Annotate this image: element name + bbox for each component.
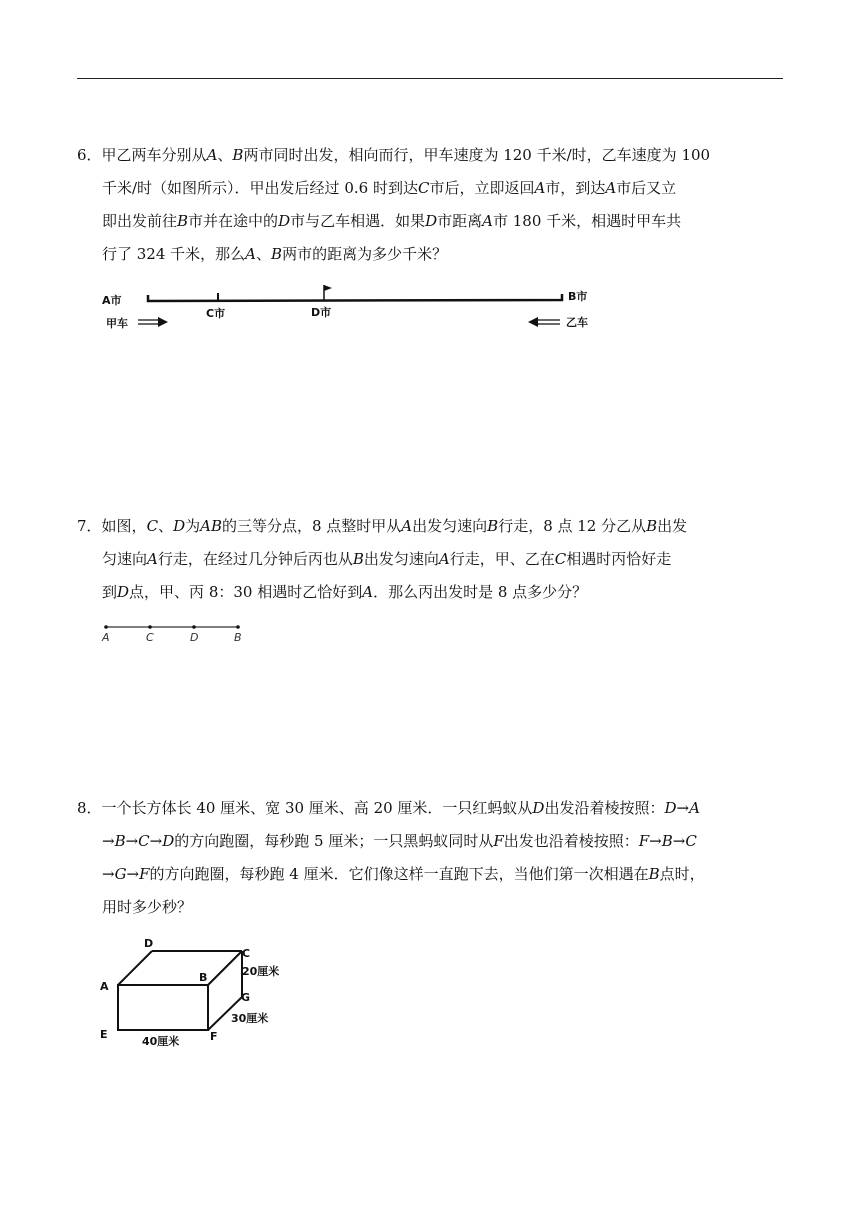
problem-8-line-2: →B→C→D的方向跑圈，每秒跑 5 厘米；一只黑蚂蚁同时从F出发也沿着棱按照：F→B→C xyxy=(102,832,697,850)
problem-7-line-1: 7．如图，C、D为AB的三等分点，8 点整时甲从A出发匀速向B行走，8 点 12 分乙从B出发 xyxy=(77,517,688,535)
point-c xyxy=(148,625,152,629)
label-a: A xyxy=(102,631,110,644)
width-label: 30厘米 xyxy=(231,1012,269,1025)
label-a-city: A市 xyxy=(102,294,122,307)
cuboid-diagram xyxy=(98,935,298,1050)
label-car-jia: 甲车 xyxy=(106,317,128,330)
vertex-e-label: E xyxy=(100,1028,108,1041)
vertex-g-label: G xyxy=(241,991,251,1004)
point-a xyxy=(104,625,108,629)
length-label: 40厘米 xyxy=(142,1035,180,1048)
height-label: 20厘米 xyxy=(242,965,280,978)
label-c: C xyxy=(146,631,154,644)
problem-7-line-3: 到D点，甲、丙 8：30 相遇时乙恰好到A．那么丙出发时是 8 点多少分？ xyxy=(102,583,588,601)
problem-7-line-2: 匀速向A行走，在经过几分钟后丙也从B出发匀速向A行走，甲、乙在C相遇时丙恰好走 xyxy=(102,550,672,568)
label-b: B xyxy=(234,631,242,644)
header-rule xyxy=(77,78,783,79)
problem-7 xyxy=(77,510,783,609)
segment-diagram xyxy=(100,621,250,647)
problem-number: 6． xyxy=(77,146,102,164)
left-arrow-icon xyxy=(528,317,560,327)
problem-6-line-4: 行了 324 千米，那么A、B两市的距离为多少千米？ xyxy=(102,245,448,263)
cuboid-edges xyxy=(118,951,242,1030)
vertex-c-label: C xyxy=(242,947,251,960)
road-diagram xyxy=(100,282,620,334)
label-d-city: D市 xyxy=(311,306,332,319)
problem-8-line-3: →G→F的方向跑圈，每秒跑 4 厘米．它们像这样一直跑下去，当他们第一次相遇在B点时， xyxy=(102,865,705,883)
vertex-b-label: B xyxy=(199,971,208,984)
problem-6-line-1: 6．甲乙两车分别从A、B两市同时出发，相向而行，甲车速度为 120 千米/时，乙车速度为 100 xyxy=(77,146,711,164)
flag-icon xyxy=(324,285,332,291)
problem-number: 7． xyxy=(77,517,102,535)
label-car-yi: 乙车 xyxy=(566,316,588,329)
problem-6 xyxy=(77,139,783,271)
problem-8-line-1: 8．一个长方体长 40 厘米、宽 30 厘米、高 20 厘米．一只红蚂蚁从D出发沿着棱按照：D→A xyxy=(77,799,700,817)
problem-8 xyxy=(77,792,783,924)
vertex-f-label: F xyxy=(210,1030,218,1043)
label-d: D xyxy=(190,631,199,644)
point-b xyxy=(236,625,240,629)
problem-6-line-2: 千米/时（如图所示）．甲出发后经过 0.6 时到达C市后，立即返回A市，到达A市后又立 xyxy=(102,179,677,197)
problem-8-line-4: 用时多少秒？ xyxy=(102,898,193,916)
label-b-city: B市 xyxy=(568,290,588,303)
vertex-d-label: D xyxy=(144,937,154,950)
problem-number: 8． xyxy=(77,799,102,817)
label-c-city: C市 xyxy=(206,307,226,320)
right-arrow-icon xyxy=(138,317,168,327)
vertex-a-label: A xyxy=(100,980,109,993)
road-line xyxy=(148,294,562,301)
problem-6-line-3: 即出发前往B市并在途中的D市与乙车相遇．如果D市距离A市 180 千米，相遇时甲车共 xyxy=(102,212,682,230)
point-d xyxy=(192,625,196,629)
